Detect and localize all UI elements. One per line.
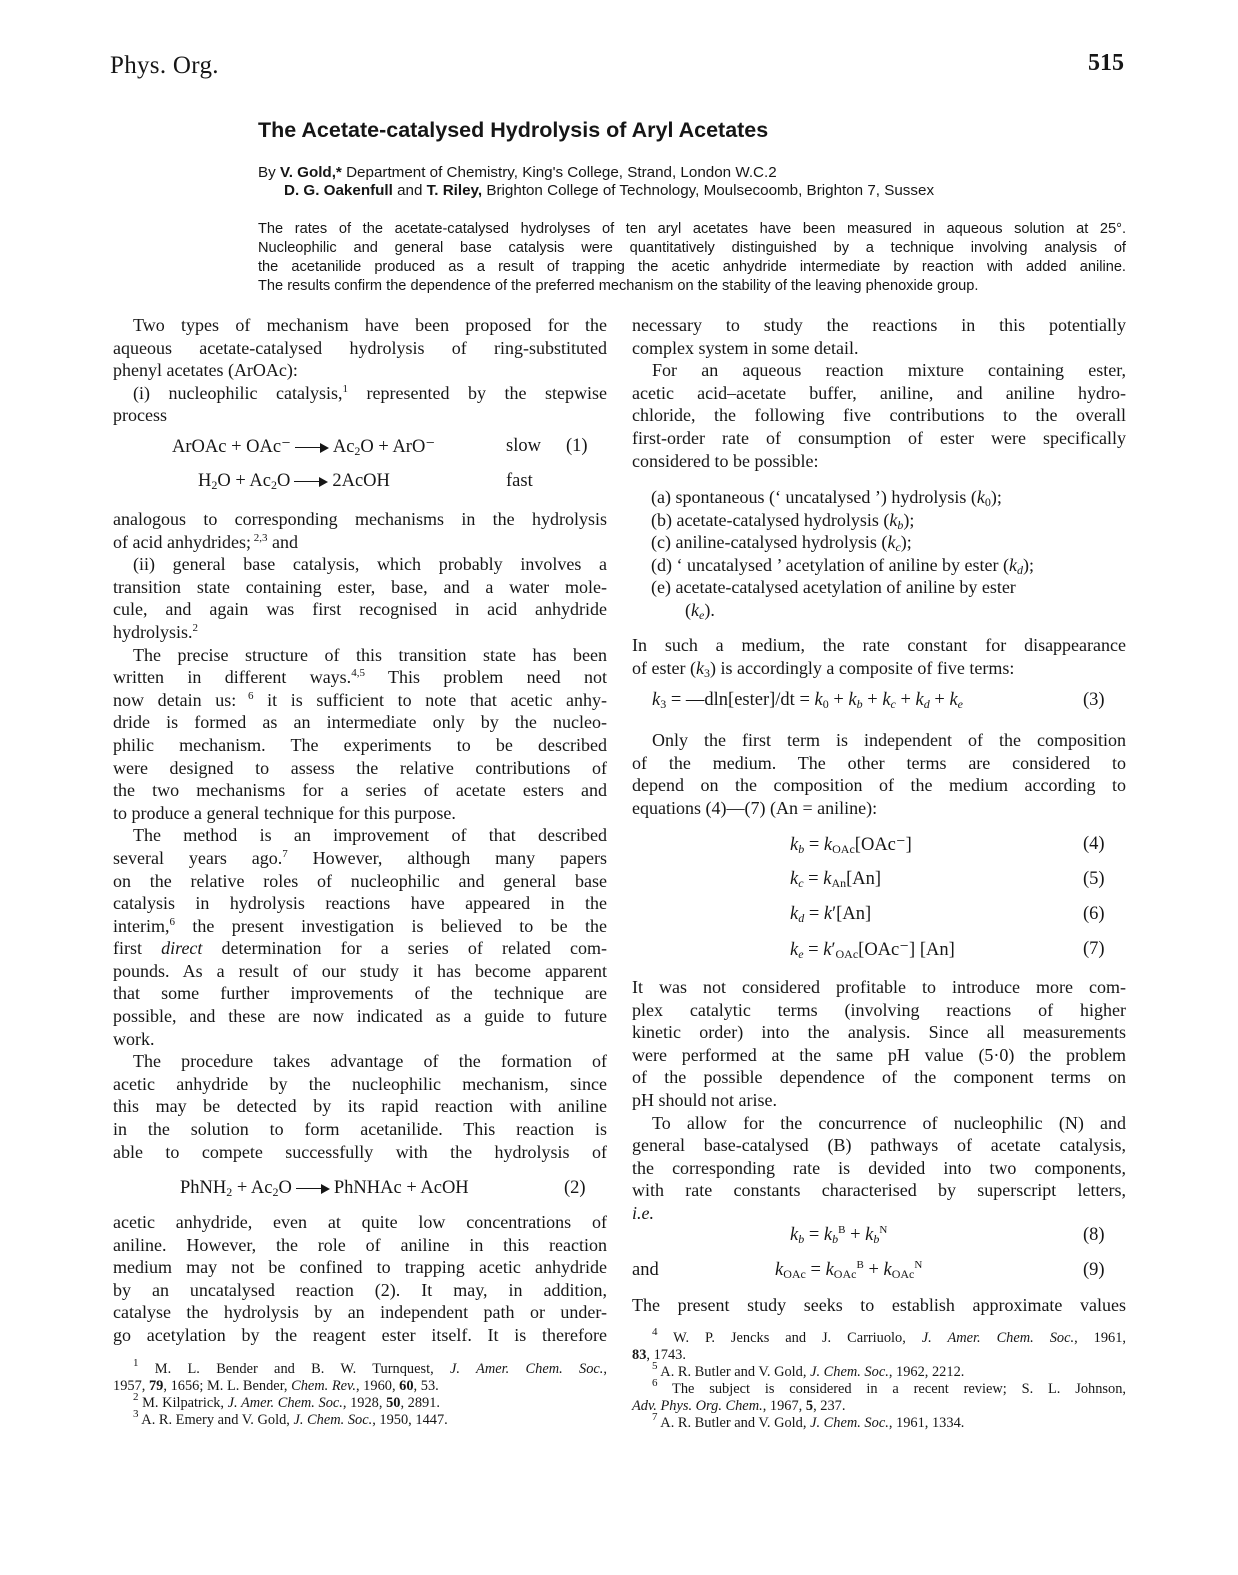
left-column-block-1 — [113, 314, 607, 427]
list-item: (e) acetate-catalysed acetylation of aniline by ester — [651, 577, 1016, 598]
abstract — [258, 220, 1126, 296]
text-line: Two types of mechanism have been proposed for the — [133, 315, 607, 335]
right-column-block-4 — [632, 976, 1126, 1225]
text-line: pH should not arise. — [632, 1089, 777, 1110]
text-line: work. — [113, 1028, 155, 1049]
text-line: several years ago.$^7$ However, although many papers — [113, 847, 607, 868]
equation-7: $k_e = k'_{OAc}[OAc^-]$ [An] — [790, 940, 955, 961]
abstract-line: the acetanilide produced as a result of trapping the acetic anhydride intermediate by reaction with added aniline. — [258, 259, 1126, 275]
list-item: (b) acetate-catalysed hydrolysis $(k_b)$; — [651, 509, 915, 532]
equation-2: PhNH$_2$ + $Ac_2O$ PhNHAc + AcOH — [180, 1178, 469, 1199]
footnote-4: $^4$ W. P. Jencks and J. Carriuolo, J. Amer. Chem. Soc., 1961, — [652, 1326, 1126, 1346]
equation-2-number: (2) — [564, 1178, 586, 1198]
abstract-line: Nucleophilic and general base catalysis were quantitatively distinguished by a technique involving analysis of — [258, 240, 1126, 256]
text-line: catalysis in hydrolysis reactions have appeared in the — [113, 893, 607, 914]
footnote-2: $^2$ M. Kilpatrick, J. Amer. Chem. Soc., 1928, 50, 2891. — [133, 1391, 441, 1411]
text-line: to produce a general technique for this purpose. — [113, 802, 456, 823]
equation-4: $k_b = k_{OAc}[OAc^-]$ — [790, 835, 912, 856]
text-line: acetic acid–acetate buffer, aniline, and aniline hydro- — [632, 382, 1126, 403]
text-line: possible, and these are now indicated as a guide to future — [113, 1006, 607, 1027]
footnote-3: $^3$ A. R. Emery and V. Gold, J. Chem. Soc., 1950, 1447. — [133, 1408, 448, 1428]
footnote-6: $^6$ The subject is considered in a recent review; S. L. Johnson, — [652, 1377, 1126, 1397]
byline-line-2: D. G. Oakenfull and T. Riley, Brighton College of Technology, Moulsecoomb, Brighton 7, Sussex — [284, 182, 935, 199]
text-line: It was not considered profitable to introduce more com- — [632, 977, 1126, 997]
equation-3-number: (3) — [1083, 690, 1105, 710]
running-head: Phys. Org. — [110, 52, 219, 79]
text-line: catalyse the hydrolysis by an independent path or under- — [113, 1302, 607, 1323]
right-column-block-5 — [632, 1294, 1126, 1317]
text-line: The procedure takes advantage of the formation of — [133, 1051, 607, 1072]
text-line: The present study seeks to establish approximate values — [632, 1295, 1126, 1315]
text-line: of ester $(k_3)$ is accordingly a composite of five terms: — [632, 657, 1015, 680]
text-line: of the medium. The other terms are considered to — [632, 752, 1126, 773]
equation-7-number: (7) — [1083, 939, 1105, 959]
reaction-arrow-icon — [294, 477, 328, 487]
text-line: were designed to assess the relative contributions of — [113, 757, 607, 778]
footnote-6-cont: Adv. Phys. Org. Chem., 1967, 5, 237. — [632, 1398, 846, 1414]
left-column-block-3 — [113, 1211, 607, 1347]
text-line: were performed at the same pH value (5·0) the problem — [632, 1044, 1126, 1065]
text-line: phenyl acetates (ArOAc): — [113, 360, 298, 381]
equation-6-number: (6) — [1083, 904, 1105, 924]
byline-line-1: By V. Gold,* Department of Chemistry, King's College, Strand, London W.C.2 — [258, 164, 777, 181]
text-line: first-order rate of consumption of ester were specifically — [632, 427, 1126, 448]
text-line: by an uncatalysed reaction (2). It may, in addition, — [113, 1279, 607, 1300]
text-line: in the solution to form acetanilide. This reaction is — [113, 1119, 607, 1140]
reaction-arrow-icon — [295, 443, 329, 453]
equation-8: $k_b = k_b^B + k_b^N$ — [790, 1224, 888, 1246]
text-line: the corresponding rate is devided into two components, — [632, 1157, 1126, 1178]
right-column-block-2 — [632, 634, 1126, 679]
equation-1: ArOAc + OAc⁻ $Ac_2O + ArO^-$ — [172, 437, 436, 458]
text-line: aqueous acetate-catalysed hydrolysis of ring-substituted — [113, 337, 607, 358]
text-line: To allow for the concurrence of nucleophilic (N) and — [652, 1112, 1126, 1133]
footnote-5: $^5$ A. R. Butler and V. Gold, J. Chem. Soc., 1962, 2212. — [652, 1360, 965, 1380]
text-line: of the possible dependence of the component terms on — [632, 1067, 1126, 1088]
text-line: on the relative roles of nucleophilic and general base — [113, 870, 607, 891]
equation-1b-rate: fast — [506, 471, 533, 491]
text-line: the two mechanisms for a series of acetate esters and — [113, 780, 607, 801]
abstract-line: The results confirm the dependence of the preferred mechanism on the stability of the leaving phenoxide group. — [258, 278, 979, 294]
text-line: (ii) general base catalysis, which probably involves a — [133, 554, 607, 575]
equation-9: $k_{OAc} = k_{OAc}^B + k_{OAc}^N$ — [775, 1259, 923, 1281]
equation-1-rate: slow — [506, 436, 541, 456]
text-line: i.e. — [632, 1202, 654, 1223]
text-line: plex catalytic terms (involving reactions of higher — [632, 999, 1126, 1020]
footnote-1-cont: 1957, 79, 1656; M. L. Bender, Chem. Rev., 1960, 60, 53. — [113, 1378, 439, 1394]
equation-1b: $H_2O + Ac_2O$ 2AcOH — [198, 471, 390, 492]
equation-9-and: and — [632, 1260, 659, 1280]
right-column-block-3 — [632, 729, 1126, 819]
text-line: go acetylation by the reagent ester itself. It is therefore — [113, 1324, 607, 1345]
text-line: hydrolysis.$^2$ — [113, 621, 199, 642]
equation-4-number: (4) — [1083, 834, 1105, 854]
text-line: now detain us: $^6$ it is sufficient to note that acetic anhy- — [113, 689, 607, 710]
right-column-block-1 — [632, 314, 1126, 472]
text-line: of acid anhydrides; $^{2,3}$ and — [113, 531, 298, 552]
text-line: cule, and again was first recognised in acid anhydride — [113, 599, 607, 620]
list-item: (a) spontaneous (‘ uncatalysed ’) hydrolysis $(k_0)$; — [651, 487, 1002, 509]
footnote-4-cont: 83, 1743. — [632, 1347, 686, 1363]
text-line: complex system in some detail. — [632, 337, 859, 358]
text-line: depend on the composition of the medium according to — [632, 775, 1126, 796]
footnote-7: $^7$ A. R. Butler and V. Gold, J. Chem. Soc., 1961, 1334. — [652, 1411, 965, 1431]
equation-8-number: (8) — [1083, 1225, 1105, 1245]
text-line: acetic anhydride by the nucleophilic mechanism, since — [113, 1073, 607, 1094]
text-line: this may be detected by its rapid reaction with aniline — [113, 1096, 607, 1117]
text-line: that some further improvements of the technique are — [113, 983, 607, 1004]
contribution-list — [651, 486, 1126, 622]
left-column-block-2 — [113, 508, 607, 1163]
equation-3: $k_3$ = —dln[ester]/dt = $k_0 + k_b + k_c + k_d + k_e$ — [652, 690, 963, 711]
text-line: analogous to corresponding mechanisms in the hydrolysis — [113, 509, 607, 529]
footnotes-left — [113, 1357, 607, 1429]
abstract-line: The rates of the acetate-catalysed hydrolyses of ten aryl acetates have been measured in aqueous solution at 25°. — [258, 221, 1126, 237]
text-line: pounds. As a result of our study it has become apparent — [113, 960, 607, 981]
equation-6: $k_d = k'[An]$ — [790, 904, 872, 925]
text-line: necessary to study the reactions in this potentially — [632, 315, 1126, 335]
text-line: The method is an improvement of that described — [133, 825, 607, 846]
text-line: with rate constants characterised by superscript letters, — [632, 1180, 1126, 1201]
text-line: process — [113, 405, 167, 426]
text-line: considered to be possible: — [632, 450, 819, 471]
text-line: transition state containing ester, base, and a water mole- — [113, 576, 607, 597]
list-item-cont: $(k_e)$. — [685, 599, 715, 622]
text-line: In such a medium, the rate constant for disappearance — [632, 635, 1126, 655]
text-line: kinetic order) into the analysis. Since all measurements — [632, 1022, 1126, 1043]
footnote-1: $^1$ M. L. Bender and B. W. Turnquest, J. Amer. Chem. Soc., — [133, 1357, 607, 1377]
text-line: acetic anhydride, even at quite low concentrations of — [113, 1212, 607, 1232]
text-line: medium may not be confined to trapping acetic anhydride — [113, 1257, 607, 1278]
equation-5: $k_c = k_{An}[An]$ — [790, 869, 882, 890]
equation-9-number: (9) — [1083, 1260, 1105, 1280]
text-line: The precise structure of this transition state has been — [133, 644, 607, 665]
text-line: equations (4)—(7) (An = aniline): — [632, 797, 878, 818]
equation-5-number: (5) — [1083, 869, 1105, 889]
text-line: interim,$^6$ the present investigation is believed to be the — [113, 915, 607, 936]
reaction-arrow-icon — [296, 1184, 330, 1194]
list-item: (c) aniline-catalysed hydrolysis $(k_c)$; — [651, 532, 912, 555]
text-line: aniline. However, the role of aniline in this reaction — [113, 1234, 607, 1255]
text-line: philic mechanism. The experiments to be described — [113, 734, 607, 755]
text-line: For an aqueous reaction mixture containing ester, — [652, 360, 1126, 381]
equation-1-number: (1) — [566, 436, 588, 456]
page-number: 515 — [1088, 50, 1124, 76]
article-title: The Acetate-catalysed Hydrolysis of Aryl Acetates — [258, 118, 769, 142]
text-line: dride is formed as an intermediate only by the nucleo- — [113, 712, 607, 733]
text-line: Only the first term is independent of the composition — [652, 730, 1126, 750]
text-line: able to compete successfully with the hydrolysis of — [113, 1141, 607, 1162]
list-item: (d) ‘ uncatalysed ’ acetylation of aniline by ester $(k_d)$; — [651, 554, 1035, 577]
footnotes-right — [632, 1326, 1126, 1432]
text-line: first direct determination for a series of related com- — [113, 938, 608, 959]
text-line: (i) nucleophilic catalysis,$^1$ represented by the stepwise — [133, 382, 607, 403]
text-line: written in different ways.$^{4,5}$ This problem need not — [113, 667, 607, 688]
text-line: general base-catalysed (B) pathways of acetate catalysis, — [632, 1135, 1126, 1156]
text-line: chloride, the following five contributions to the overall — [632, 405, 1126, 426]
